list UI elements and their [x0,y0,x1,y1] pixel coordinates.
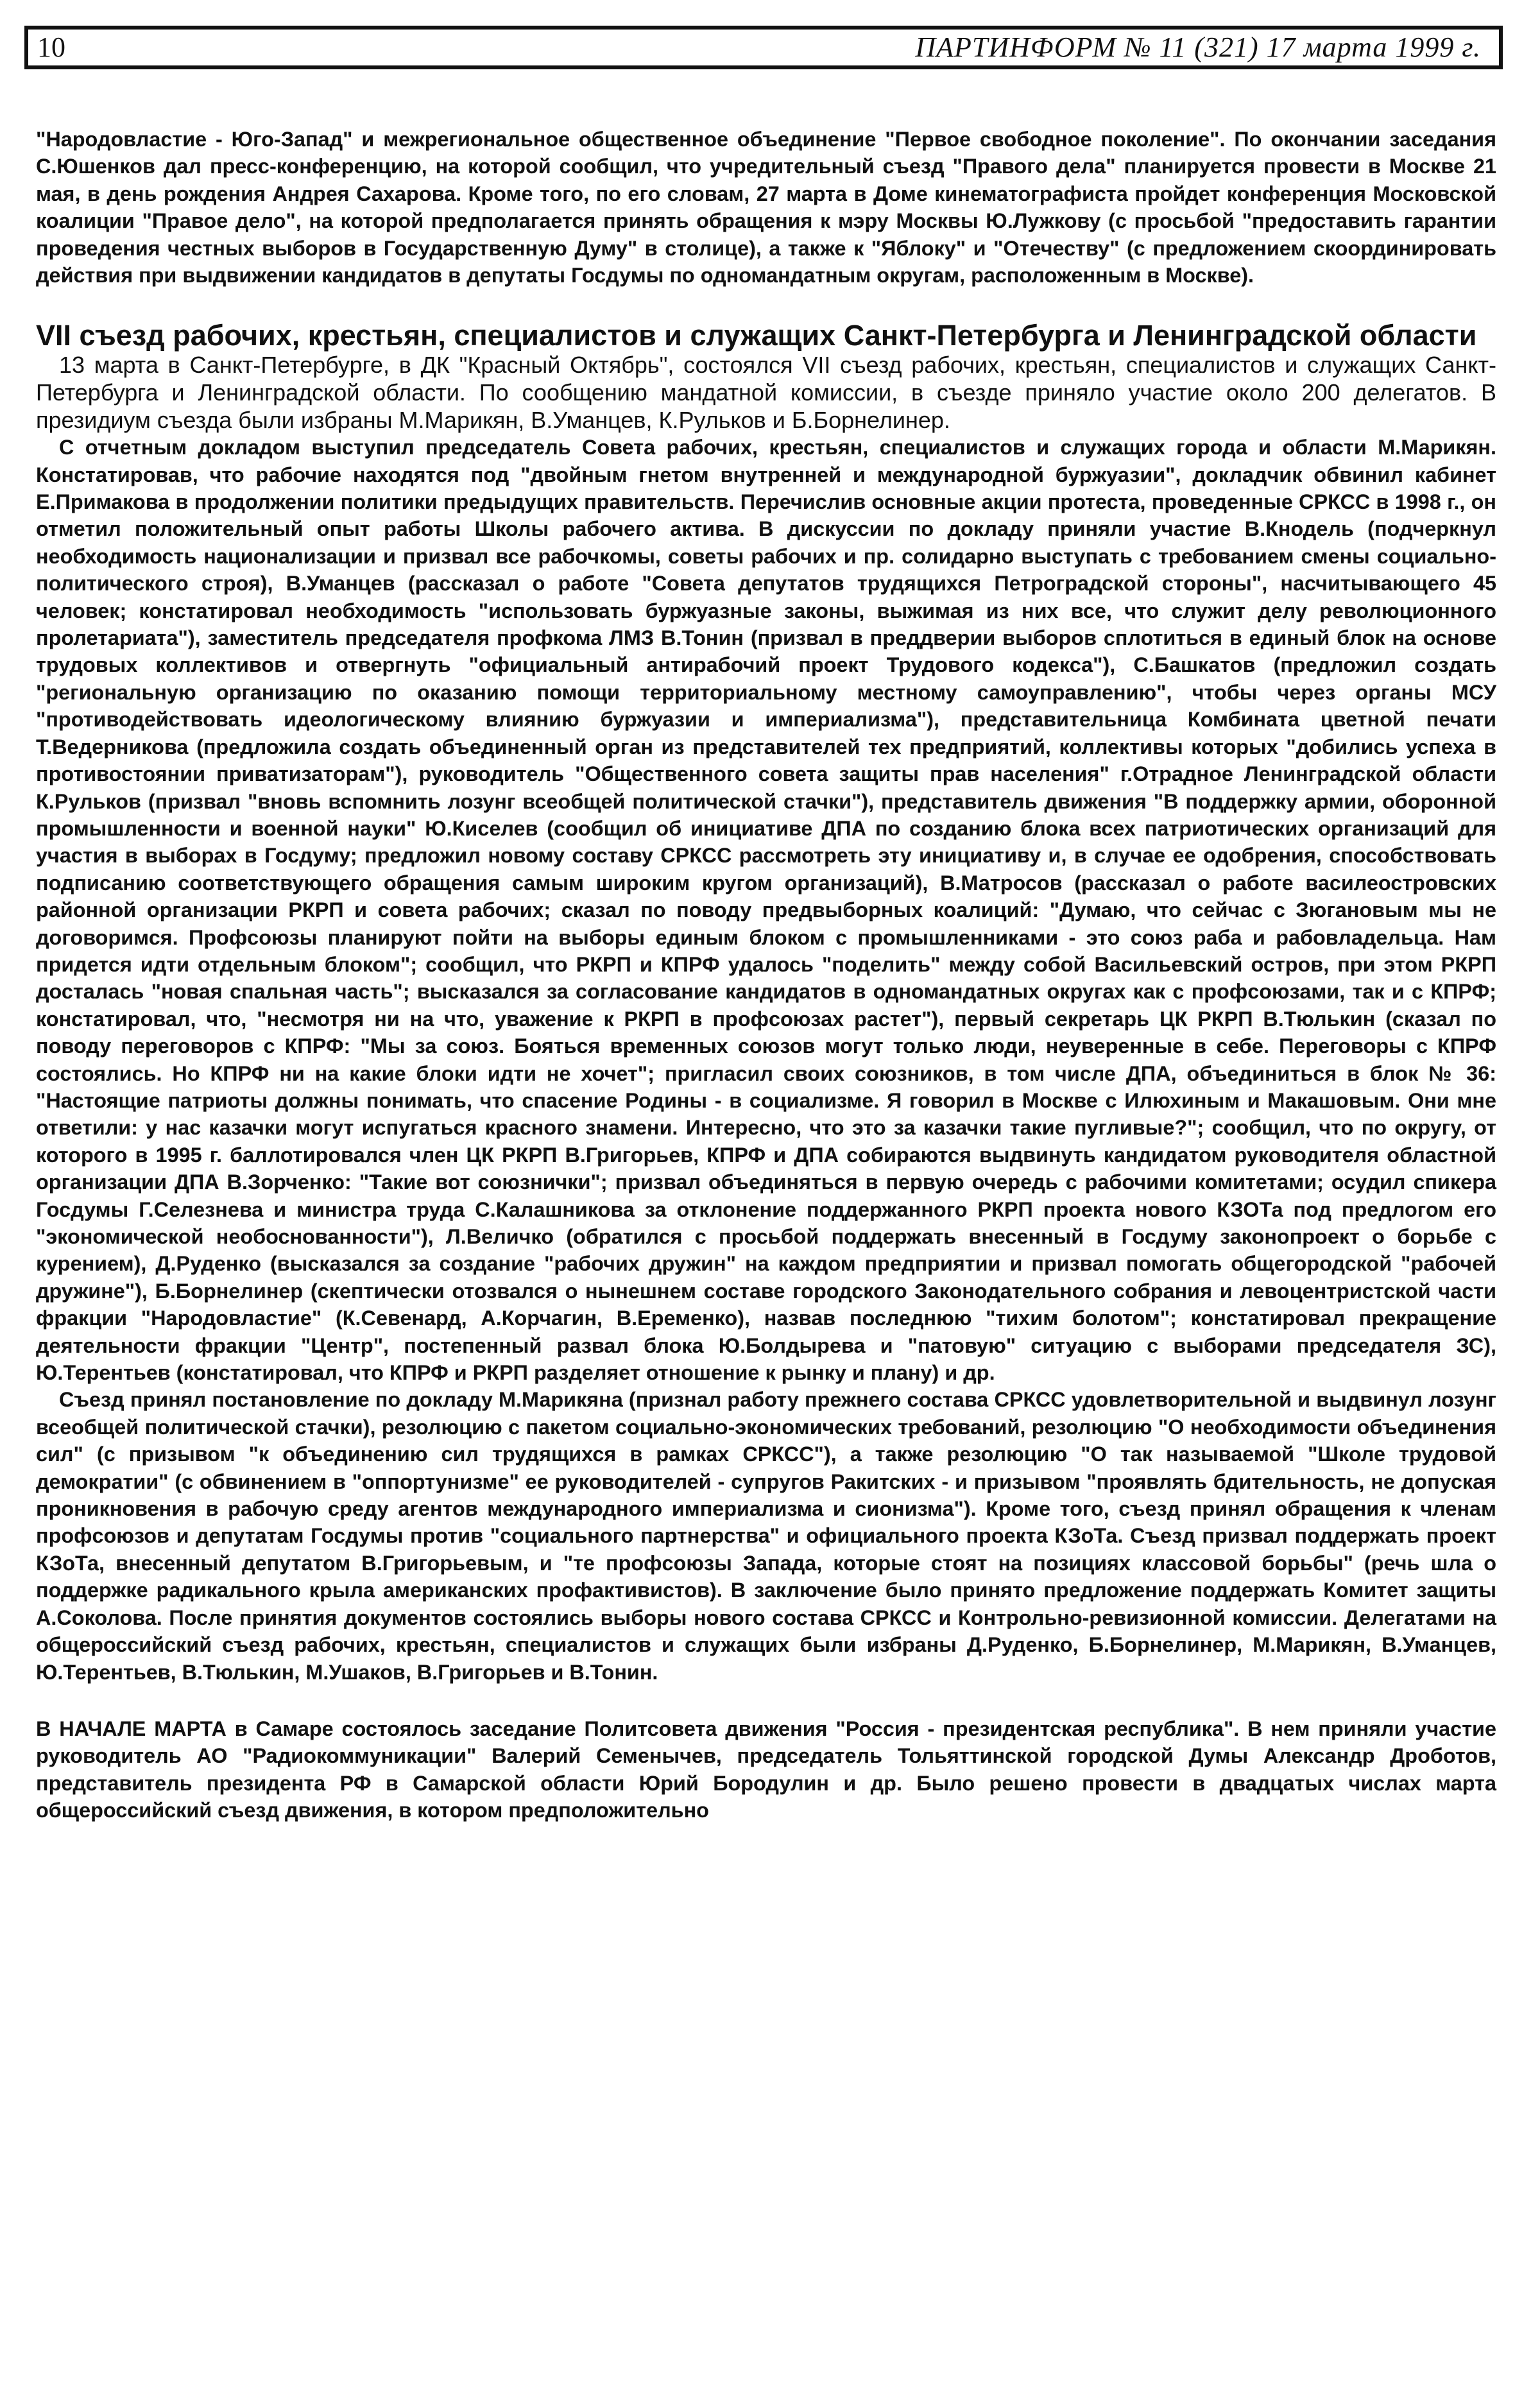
report-paragraph: С отчетным докладом выступил председатель Совета рабочих, крестьян, специалистов и служащих города и области М.Марикян. Констатировав, что рабочие находятся под "двойным гнетом внутренней и международной буржуазии", докладчик обвинил кабинет Е.Примакова в продолжении политики предыдущих правительств. Перечислив основные акции протеста, проведенные СРКСС в 1998 г., он отметил положительный опыт работы Школы рабочего актива. В дискуссии по докладу приняли участие В.Кнодель (подчеркнул необходимость национализации и призвал все рабочкомы, советы рабочих и пр. солидарно выступать с требованием смены социально-политического строя), В.Уманцев (рассказал о работе "Совета депутатов трудящихся Петроградской стороны", насчитывающего 45 человек; констатировал необходимость "использовать буржуазные законы, выжимая из них все, что служит делу революционного пролетариата"), заместитель председателя профкома ЛМЗ В.Тонин (призвал в преддверии выборов сплотиться в единый блок на основе трудовых коллективов и отвергнуть "официальный антирабочий проект Трудового кодекса"), С.Башкатов (предложил создать "региональную организацию по оказанию помощи территориальному местному самоуправлению", чтобы через органы МСУ "противодействовать идеологическому влиянию буржуазии и империализма"), представительница Комбината цветной печати Т.Ведерникова (предложила создать объединенный орган из представителей тех предприятий, коллективы которых "добились успеха в противостоянии приватизаторам"), руководитель "Общественного совета защиты прав населения" г.Отрадное Ленинградской области К.Рульков (призвал "вновь вспомнить лозунг всеобщей политической стачки"), представитель движения "В поддержку армии, оборонной промышленности и военной науки" Ю.Киселев (сообщил об инициативе ДПА по созданию блока всех патриотических организаций для участия в выборах в Госдуму; предложил новому составу СРКСС рассмотреть эту инициативу и, в случае ее одобрения, способствовать подписанию соответствующего обращения самым широким кругом организаций), В.Матросов (рассказал о работе василеостровских районной организации РКРП и совета рабочих; сказал по поводу предвыборных коалиций: "Думаю, что сейчас с Зюгановым мы не договоримся. Профсоюзы планируют пойти на выборы единым блоком с промышленниками - это союз раба и рабовладельца. Нам придется идти отдельным блоком"; сообщил, что РКРП и КПРФ удалось "поделить" между собой Васильевский остров, при этом РКРП досталась "новая спальная часть"; высказался за согласование кандидатов в одномандатных округах как с профсоюзами, так и с КПРФ; констатировал, что, "несмотря ни на что, уважение к РКРП в профсоюзах растет"), первый секретарь ЦК РКРП В.Тюлькин (сказал по поводу переговоров с КПРФ: "Мы за союз. Бояться временных союзов могут только люди, неуверенные в себе. Переговоры с КПРФ состоялись. Но КПРФ ни на какие блоки идти не хочет"; пригласил своих союзников, в том числе ДПА, объединиться в блок № 36: "Настоящие патриоты должны понимать, что спасение Родины - в социализме. Я говорил в Москве с Илюхиным и Макашовым. Они мне ответили: у нас казачки могут испугаться красного знамени. Интересно, что это за казачки такие пугливые?"; сообщил, что по округу, от которого в 1995 г. баллотировался член ЦК РКРП В.Григорьев, КПРФ и ДПА собираются выдвинуть кандидатом руководителя областной организации ДПА В.Зорченко: "Такие вот союзнички"; призвал объединяться в первую очередь с рабочими комитетами; осудил спикера Госдумы Г.Селезнева и министра труда С.Калашникова за отклонение поддержанного РКРП проекта нового КЗОТа под предлогом его "экономической необоснованности"), Л.Величко (обратился с просьбой поддержать внесенный в Госдуму законопроект о борьбе с курением), Д.Руденко (высказался за создание "рабочих дружин" на каждом предприятии и призвал помогать общегородской "рабочей дружине"), Б.Борнелинер (скептически отозвался о нынешнем составе городского Законодательного собрания и левоцентристской части фракции "Народовластие" (К.Севенард, А.Корчагин, В.Еременко), назвав последнюю "тихим болотом"; констатировал прекращение деятельности фракции "Центр", постепенный развал блока Ю.Болдырева и "патовую" ситуацию с выборами председателя ЗС), Ю.Терентьев (констатировал, что КПРФ и РКРП разделяет отношение к рынку и плану) и др. [36,436,1496,1385]
page-header [24,26,1503,69]
intro-paragraph: "Народовластие - Юго-Запад" и межрегиональное общественное объединение "Первое свободное поколение". По окончании заседания С.Юшенков дал пресс-конференцию, на которой сообщил, что учредительный съезд "Правого дела" планируется провести в Москве 21 мая, в день рождения Андрея Сахарова. Кроме того, по его словам, 27 марта в Доме кинематографиста пройдет конференция Московской коалиции "Правое дело", на которой предполагается принять обращения к мэру Москвы Ю.Лужкову (с просьбой "предоставить гарантии проведения честных выборов в Государственную Думу" в столице), а также к "Яблоку" и "Отечеству" (с предложением скоординировать действия при выдвижении кандидатов в депутаты Госдумы по одномандатным округам, расположенным в Москве). [36,128,1496,287]
article-body [36,126,1496,1824]
publication-masthead: ПАРТИНФОРМ № 11 (321) 17 марта 1999 г. [915,31,1481,63]
section-heading: VII съезд рабочих, крестьян, специалистов и служащих Санкт-Петербурга и Ленинградской области [36,319,1477,352]
lead-paragraph: 13 марта в Санкт-Петербурге, в ДК "Красный Октябрь", состоялся VII съезд рабочих, крестьян, специалистов и служащих Санкт-Петербурга и Ленинградской области. По сообщению мандатной комиссии, в съезде приняло участие около 200 делегатов. В президиум съезда были избраны М.Марикян, В.Уманцев, К.Рульков и Б.Борнелинер. [36,352,1496,433]
samara-paragraph: В НАЧАЛЕ МАРТА в Самаре состоялось заседание Политсовета движения "Россия - президентская республика". В нем приняли участие руководитель АО "Радиокоммуникации" Валерий Семенычев, председатель Тольяттинской городской Думы Александр Дроботов, представитель президента РФ в Самарской области Юрий Бородулин и др. Было решено провести в двадцатых числах марта общероссийский съезд движения, в котором предположительно [36,1717,1496,1822]
page-number: 10 [37,31,65,63]
resolution-paragraph: Съезд принял постановление по докладу М.Марикяна (признал работу прежнего состава СРКСС удовлетворительной и выдвинул лозунг всеобщей политической стачки), резолюцию с пакетом социально-экономических требований, резолюцию "О необходимости объединения сил" (с призывом "к объединению сил трудящихся в рамках СРКСС"), а также резолюцию "О так называемой "Школе трудовой демократии" (с обвинением в "оппортунизме" ее руководителей - супругов Ракитских - и призывом "проявлять бдительность, не допуская проникновения в рабочую среду агентов международного империализма и сионизма"). Кроме того, съезд принял обращения к членам профсоюзов и депутатам Госдумы против "социального партнерства" и официального проекта КЗоТа. Съезд призвал поддержать проект КЗоТа, внесенный депутатом В.Григорьевым, и "те профсоюзы Запада, которые стоят на позициях классовой борьбы" (речь шла о поддержке радикального крыла американских профактивистов). В заключение было принято предложение поддержать Комитет защиты А.Соколова. После принятия документов состоялись выборы нового состава СРКСС и Контрольно-ревизионной комиссии. Делегатами на общероссийский съезд рабочих, крестьян, специалистов и служащих были избраны Д.Руденко, Б.Борнелинер, М.Марикян, В.Уманцев, Ю.Терентьев, В.Тюлькин, М.Ушаков, В.Григорьев и В.Тонин. [36,1388,1496,1684]
